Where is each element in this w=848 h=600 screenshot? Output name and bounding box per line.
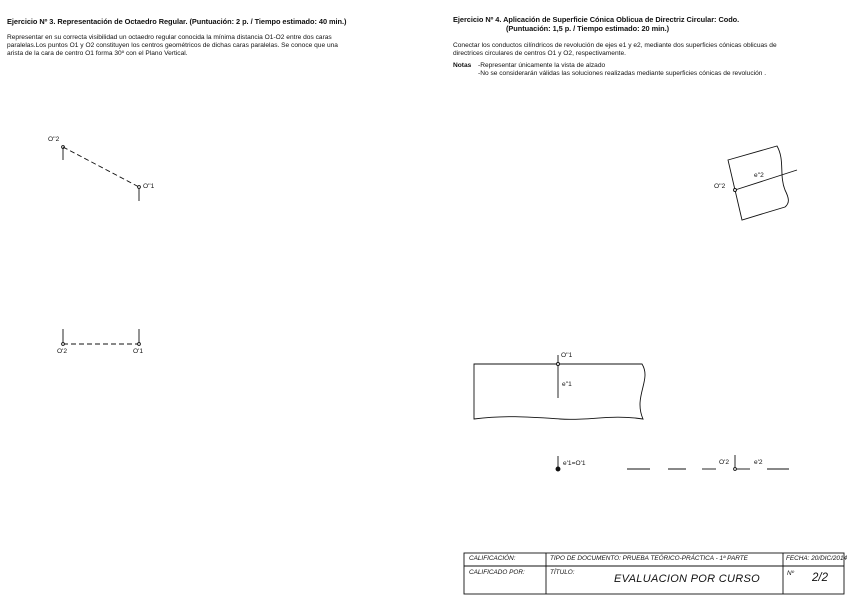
- calificado-por-label: CALIFICADO POR:: [469, 569, 525, 576]
- fecha-label: FECHA: 20/DIC/2014: [786, 555, 848, 562]
- titulo-label: TÍTULO:: [550, 569, 575, 576]
- ex3-plan-view: [62, 329, 141, 345]
- o1-o2-elevation-dashed: [63, 147, 139, 187]
- o1-elevation-point: [138, 186, 141, 189]
- exercise-3-line-1: Representar en su correcta visibilidad un octaedro regular conocida la mínima distancia O1-O2 entre dos caras: [7, 34, 332, 41]
- label-e2-plan: e'2: [754, 459, 763, 466]
- titulo-value: EVALUACION POR CURSO: [614, 573, 760, 585]
- exercise-3-title: Ejercicio Nº 3. Representación de Octaedro Regular. (Puntuación: 2 p. / Tiempo estimado: 40 min.): [7, 17, 347, 26]
- label-o1-elevation-ex4: O''1: [561, 352, 573, 359]
- o2-plan-point-ex4: [734, 468, 737, 471]
- pipe-e2-outline: [728, 146, 788, 220]
- o2-plan-point: [62, 343, 65, 346]
- exercise-4-line-1: Conectar los conductos cilíndricos de revolución de ejes e1 y e2, mediante dos superficies cónicas oblicuas de: [453, 42, 777, 49]
- label-o1-elevation: O''1: [143, 183, 155, 190]
- numero-value: 2/2: [812, 572, 828, 584]
- label-o2-elevation-ex4: O''2: [714, 183, 726, 190]
- calificacion-label: CALIFICACIÓN:: [469, 555, 516, 562]
- exercise-4-line-2: directrices circulares de centros O1 y O2, respectivamente.: [453, 50, 626, 58]
- tipo-documento-label: TIPO DE DOCUMENTO: PRUEBA TEÓRICO-PRÁCTICA - 1ª PARTE: [550, 555, 748, 562]
- label-o1-plan: O'1: [133, 348, 144, 355]
- exercise-3-line-3: arista de la cara de centro O1 forma 30º con el Plano Vertical.: [7, 50, 188, 58]
- label-o2-plan-ex4: O'2: [719, 459, 730, 466]
- o1-plan-point: [138, 343, 141, 346]
- exercise-3-line-2: paralelas.Los puntos O1 y O2 constituyen los centros geométricos de dichas caras paralelas. Se conoce que una: [7, 42, 338, 50]
- pipe-e1-outline: [474, 364, 645, 419]
- exercise-4-notes-label: Notas: [453, 62, 472, 69]
- exercise-4-note-1: -Representar únicamente la vista de alzado: [478, 62, 606, 69]
- exercise-4-note-2: -No se considerarán válidas las soluciones realizadas mediante superficies cónicas de revolución .: [478, 70, 767, 77]
- label-o2-plan: O'2: [57, 348, 68, 355]
- label-e1-o1-plan: e'1=O'1: [563, 460, 586, 467]
- label-o2-elevation: O''2: [48, 136, 60, 143]
- o2-elevation-point-ex4: [734, 189, 737, 192]
- exercise-4-subtitle: (Puntuación: 1,5 p. / Tiempo estimado: 20 min.): [506, 24, 670, 33]
- ex4-pipe-e2-elevation: [728, 146, 797, 220]
- ex3-elevation-view: [62, 146, 141, 201]
- exercise-4-title: Ejercicio Nº 4. Aplicación de Superficie Cónica Oblicua de Directriz Circular: Codo.: [453, 15, 740, 24]
- ex4-pipe-e1-elevation: [474, 355, 645, 419]
- pipe-e2-axis: [735, 170, 797, 190]
- numero-label: Nº: [787, 570, 794, 577]
- label-e2-elevation: e''2: [754, 172, 764, 179]
- o1-elevation-point-ex4: [557, 363, 560, 366]
- label-e1-elevation: e''1: [562, 381, 572, 388]
- e1-o1-plan-point: [556, 467, 560, 471]
